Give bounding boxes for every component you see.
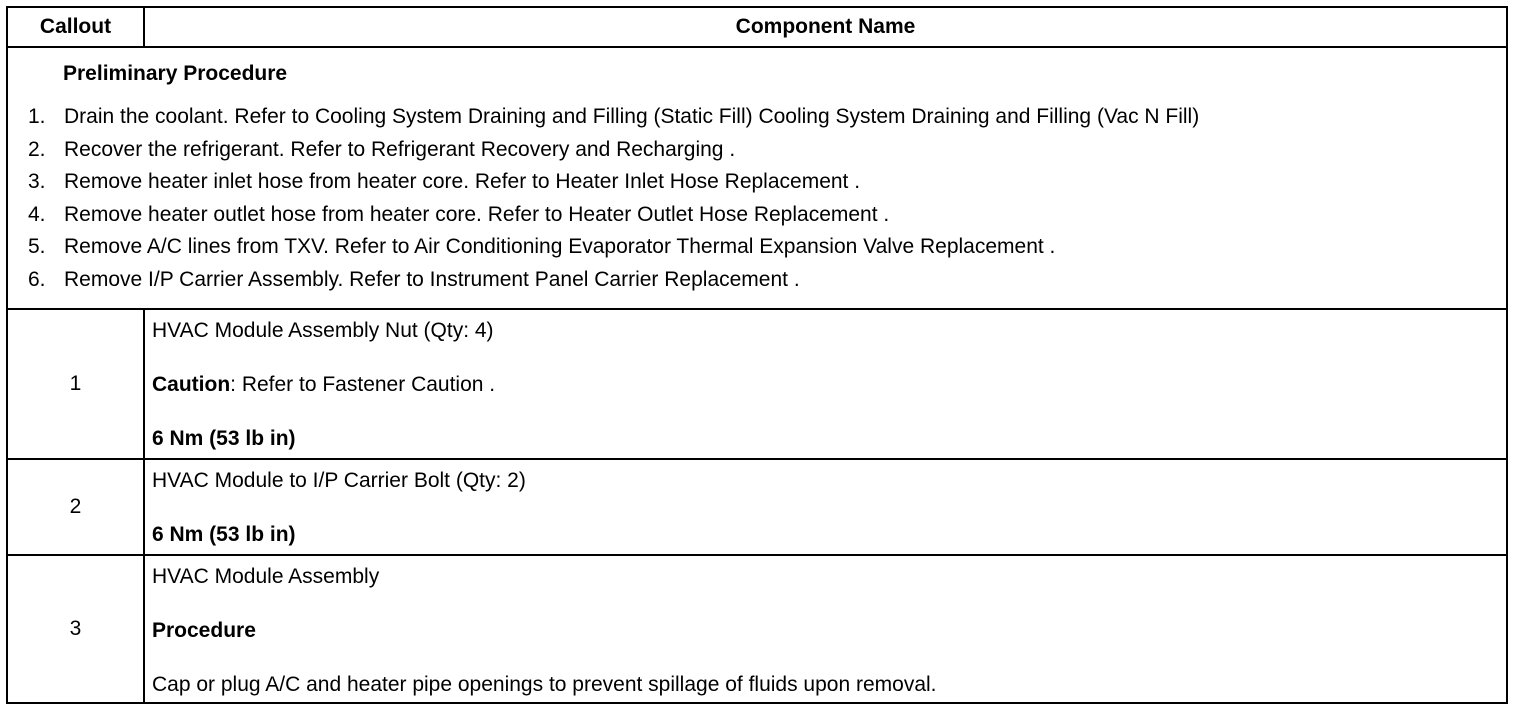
component-name: HVAC Module Assembly bbox=[152, 565, 380, 588]
step-number: 4. bbox=[28, 202, 46, 226]
procedure-text: Cap or plug A/C and heater pipe openings to prevent spillage of fluids upon removal. bbox=[152, 673, 937, 696]
component-name-header: Component Name bbox=[144, 7, 1507, 47]
step-text: Remove I/P Carrier Assembly. Refer to Instrument Panel Carrier Replacement . bbox=[64, 267, 800, 291]
step-number: 6. bbox=[28, 267, 46, 291]
step-text: Remove A/C lines from TXV. Refer to Air Conditioning Evaporator Thermal Expansion Valve Replacement . bbox=[64, 235, 1056, 259]
caution-note bbox=[152, 371, 1506, 398]
step-number: 2. bbox=[28, 137, 46, 161]
step-number: 5. bbox=[28, 235, 46, 259]
procedure-label: Procedure bbox=[152, 619, 256, 642]
caution-label: Caution bbox=[152, 373, 231, 396]
step-number: 1. bbox=[28, 105, 46, 128]
torque-spec: 6 Nm (53 lb in) bbox=[152, 427, 296, 450]
preliminary-steps-list bbox=[8, 102, 1506, 298]
component-table bbox=[6, 6, 1508, 704]
callout-header: Callout bbox=[7, 7, 144, 47]
list-item bbox=[8, 232, 1506, 265]
component-cell bbox=[144, 459, 1507, 555]
component-name: HVAC Module to I/P Carrier Bolt (Qty: 2) bbox=[152, 469, 526, 492]
step-text: Remove heater inlet hose from heater core. Refer to Heater Inlet Hose Replacement . bbox=[64, 170, 861, 194]
torque-spec: 6 Nm (53 lb in) bbox=[152, 523, 296, 546]
list-item bbox=[8, 200, 1506, 233]
step-text: Remove heater outlet hose from heater core. Refer to Heater Outlet Hose Replacement . bbox=[64, 202, 890, 226]
list-item bbox=[8, 167, 1506, 200]
step-text: Recover the refrigerant. Refer to Refrigerant Recovery and Recharging . bbox=[64, 137, 736, 161]
table-row bbox=[7, 309, 1507, 459]
preliminary-procedure-row bbox=[7, 47, 1507, 309]
header-row bbox=[7, 7, 1507, 47]
step-number: 3. bbox=[28, 170, 46, 194]
callout-number: 3 bbox=[7, 555, 144, 703]
table-row bbox=[7, 459, 1507, 555]
step-text: Drain the coolant. Refer to Cooling System Draining and Filling (Static Fill) Cooling System Draining and Filling (Vac N Fill) bbox=[64, 105, 1200, 128]
preliminary-procedure-title: Preliminary Procedure bbox=[63, 62, 288, 85]
caution-text: : Refer to Fastener Caution . bbox=[230, 373, 496, 396]
list-item bbox=[8, 135, 1506, 168]
list-item bbox=[8, 102, 1506, 135]
component-cell bbox=[144, 555, 1507, 703]
component-cell bbox=[144, 309, 1507, 459]
table-row bbox=[7, 555, 1507, 703]
preliminary-procedure-cell bbox=[7, 47, 1507, 309]
callout-number: 1 bbox=[7, 309, 144, 459]
list-item bbox=[8, 265, 1506, 298]
callout-number: 2 bbox=[7, 459, 144, 555]
component-name: HVAC Module Assembly Nut (Qty: 4) bbox=[152, 319, 494, 342]
